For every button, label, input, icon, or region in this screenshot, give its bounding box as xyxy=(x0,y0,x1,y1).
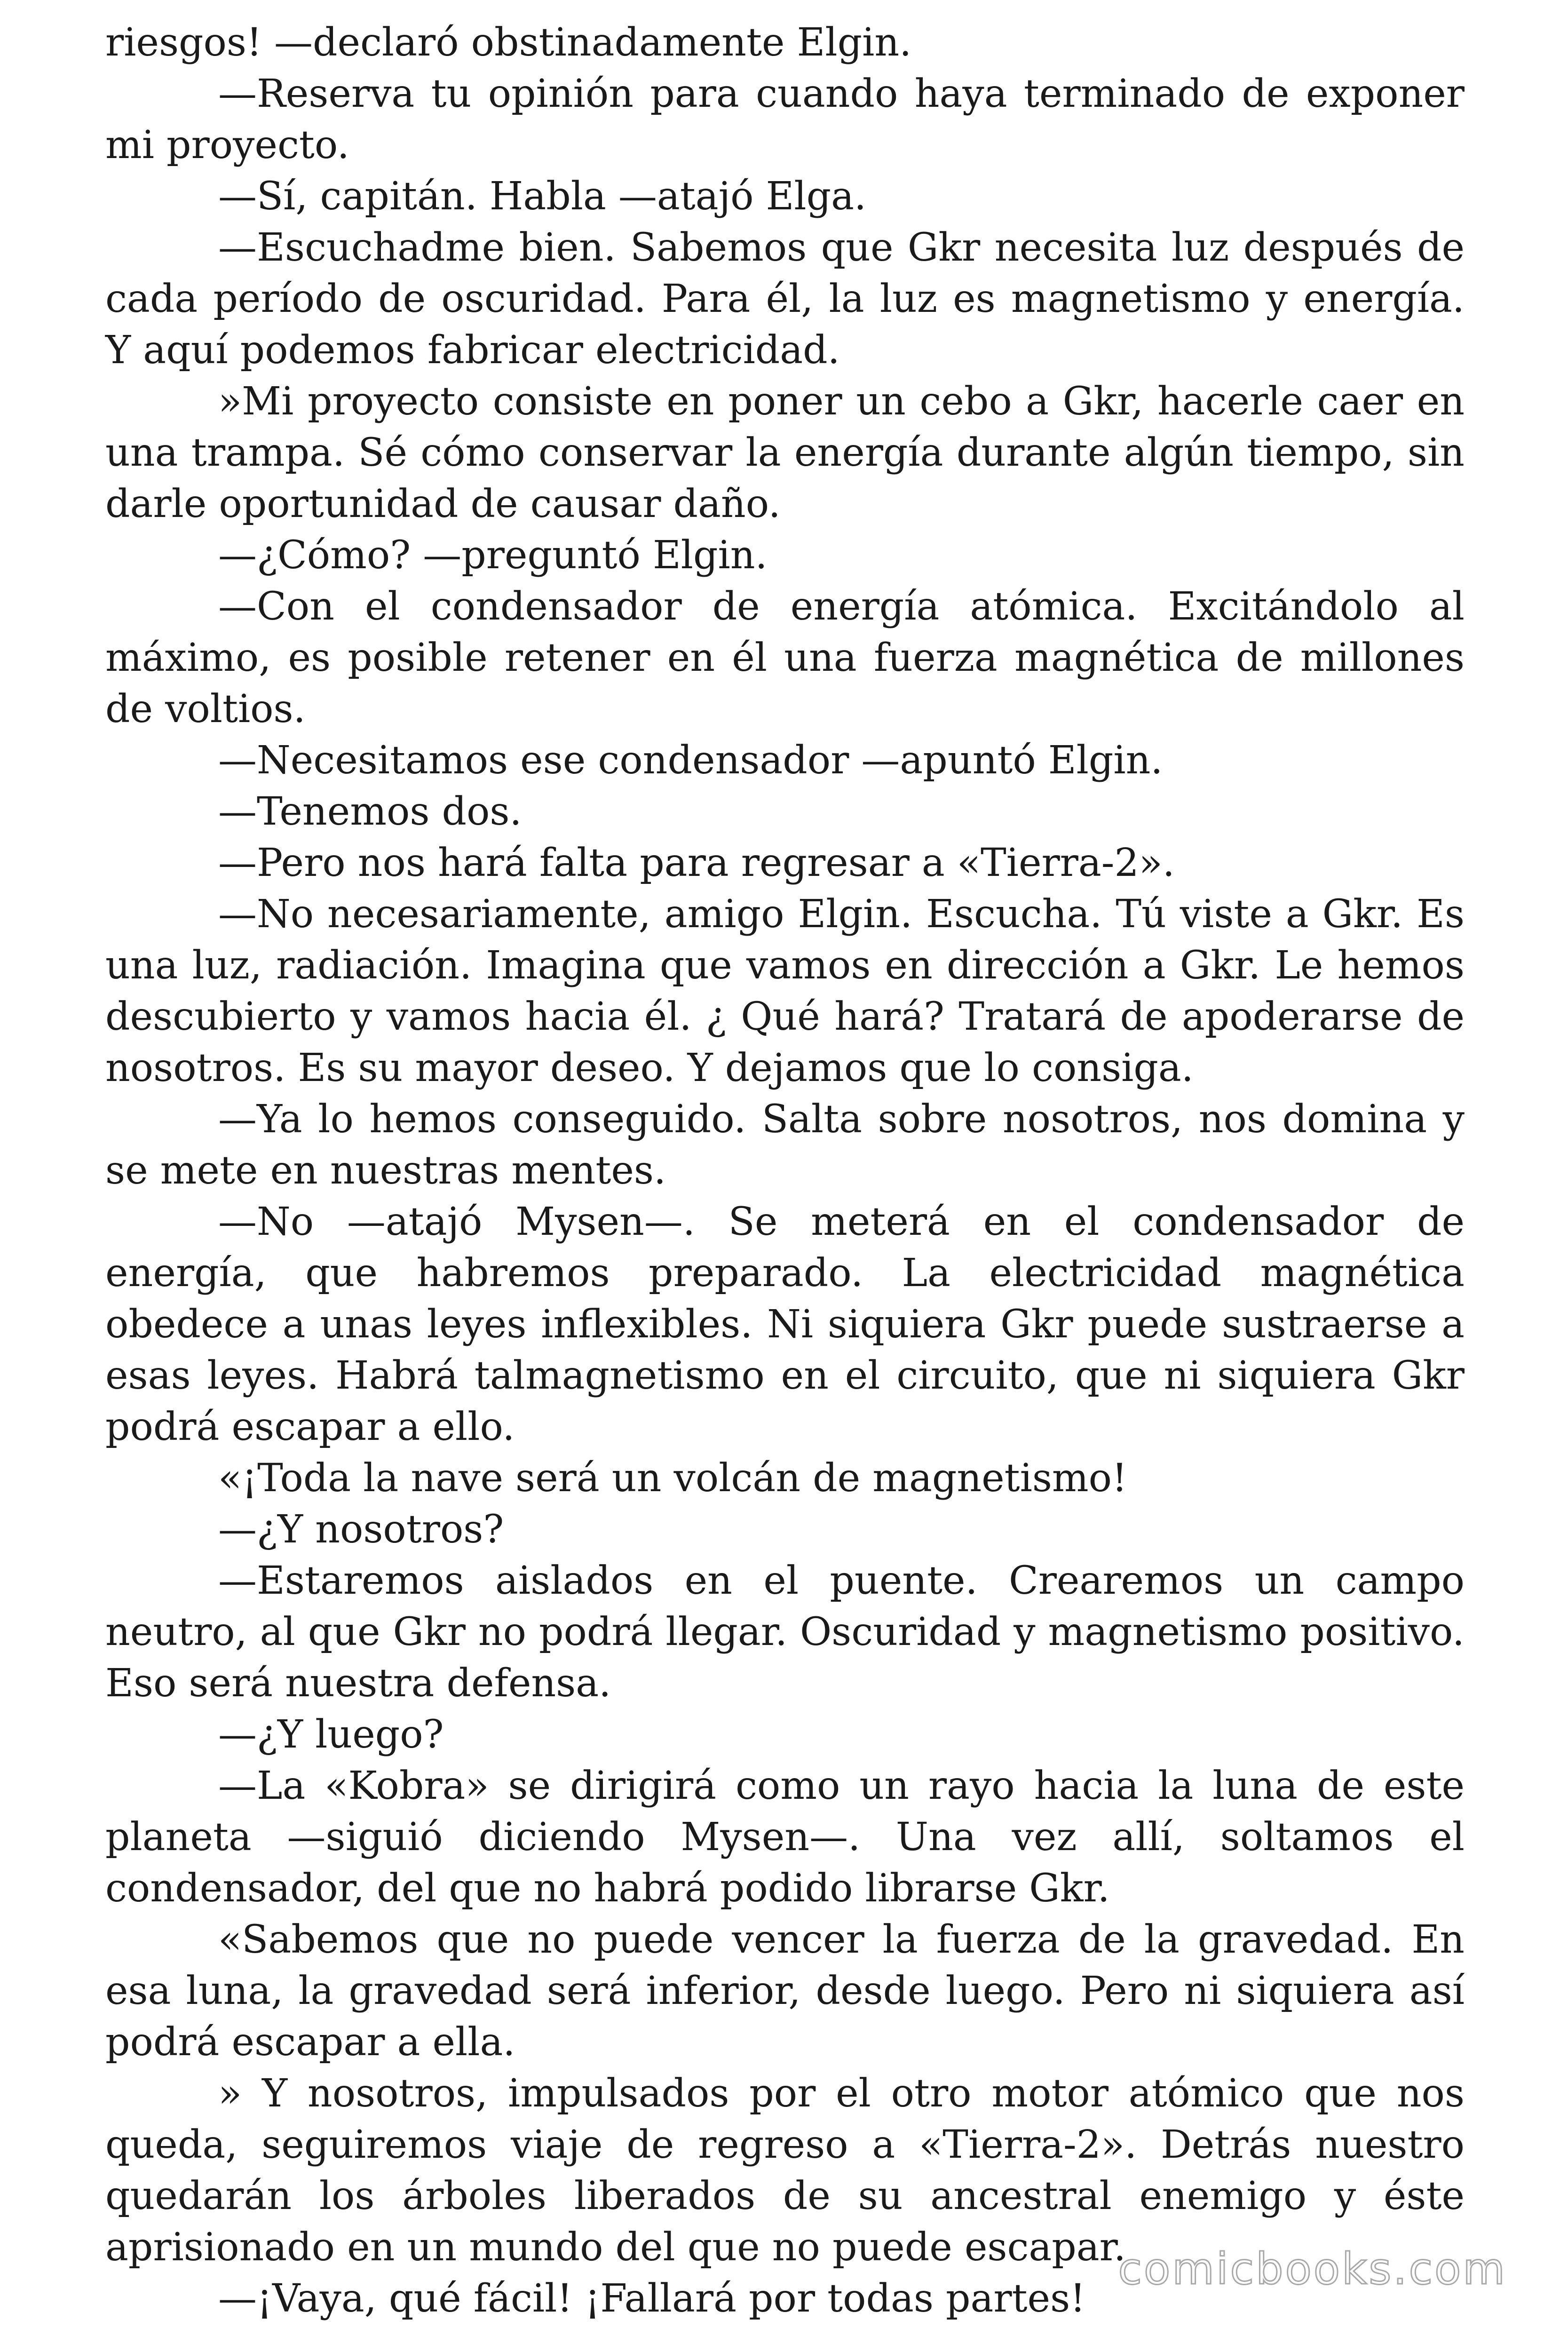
paragraph: —Reserva tu opinión para cuando haya terminado de exponer mi proyecto. xyxy=(105,72,1465,167)
paragraph: «¡Toda la nave será un volcán de magnetismo! xyxy=(218,1456,1128,1501)
paragraph: —Estaremos aislados en el puente. Crearemos un campo neutro, al que Gkr no podrá llegar. Oscuridad y magnetismo positivo. Eso será nuestra defensa. xyxy=(105,1558,1465,1706)
paragraph: —¿Y nosotros? xyxy=(218,1507,504,1552)
paragraph: —Sí, capitán. Habla —atajó Elga. xyxy=(218,174,867,219)
paragraph: »Mi proyecto consiste en poner un cebo a Gkr, hacerle caer en una trampa. Sé cómo conservar la energía durante algún tiempo, sin darle oportunidad de causar daño. xyxy=(105,379,1465,526)
paragraph: —¡Vaya, qué fácil! ¡Fallará por todas partes! xyxy=(218,2276,1086,2321)
paragraph: —¿Y luego? xyxy=(218,1712,444,1757)
paragraph: » Y nosotros, impulsados por el otro motor atómico que nos queda, seguiremos viaje de regreso a «Tierra-2». Detrás nuestro quedarán los árboles liberados de su ancestral enemigo y éste aprisionado en un mundo del que no puede escapar. xyxy=(105,2071,1465,2270)
paragraph: —Tenemos dos. xyxy=(218,789,522,834)
paragraph: —¿Cómo? —preguntó Elgin. xyxy=(218,533,768,578)
paragraph: —No —atajó Mysen—. Se meterá en el condensador de energía, que habremos preparado. La electricidad magnética obedece a unas leyes inflexibles. Ni siquiera Gkr puede sustraerse a esas leyes. Habrá talmagnetismo en el circuito, que ni siquiera Gkr podrá escapar a ello. xyxy=(105,1200,1465,1449)
paragraph: —Escuchadme bien. Sabemos que Gkr necesita luz después de cada período de oscuridad. Para él, la luz es magnetismo y energía. Y aquí podemos fabricar electricidad. xyxy=(105,225,1465,373)
page-text xyxy=(105,17,1465,2324)
paragraph: —Con el condensador de energía atómica. Excitándolo al máximo, es posible retener en él una fuerza magnética de millones de voltios. xyxy=(105,584,1465,731)
paragraph: «Sabemos que no puede vencer la fuerza de la gravedad. En esa luna, la gravedad será inferior, desde luego. Pero ni siquiera así podrá escapar a ella. xyxy=(105,1917,1465,2065)
paragraph: —Necesitamos ese condensador —apuntó Elgin. xyxy=(218,738,1163,783)
paragraph: riesgos! —declaró obstinadamente Elgin. xyxy=(105,20,912,65)
paragraph: —Pero nos hará falta para regresar a «Tierra-2». xyxy=(218,841,1175,885)
watermark-text: comicbooks.com xyxy=(1118,2244,1507,2294)
paragraph: —La «Kobra» se dirigirá como un rayo hacia la luna de este planeta —siguió diciendo Mysen—. Una vez allí, soltamos el condensador, del que no habrá podido librarse Gkr. xyxy=(105,1764,1465,1911)
paragraph: —Ya lo hemos conseguido. Salta sobre nosotros, nos domina y se mete en nuestras mentes. xyxy=(105,1097,1465,1193)
paragraph: —No necesariamente, amigo Elgin. Escucha. Tú viste a Gkr. Es una luz, radiación. Imagina que vamos en dirección a Gkr. Le hemos descubierto y vamos hacia él. ¿ Qué hará? Tratará de apoderarse de nosotros. Es su mayor deseo. Y dejamos que lo consiga. xyxy=(105,892,1465,1090)
